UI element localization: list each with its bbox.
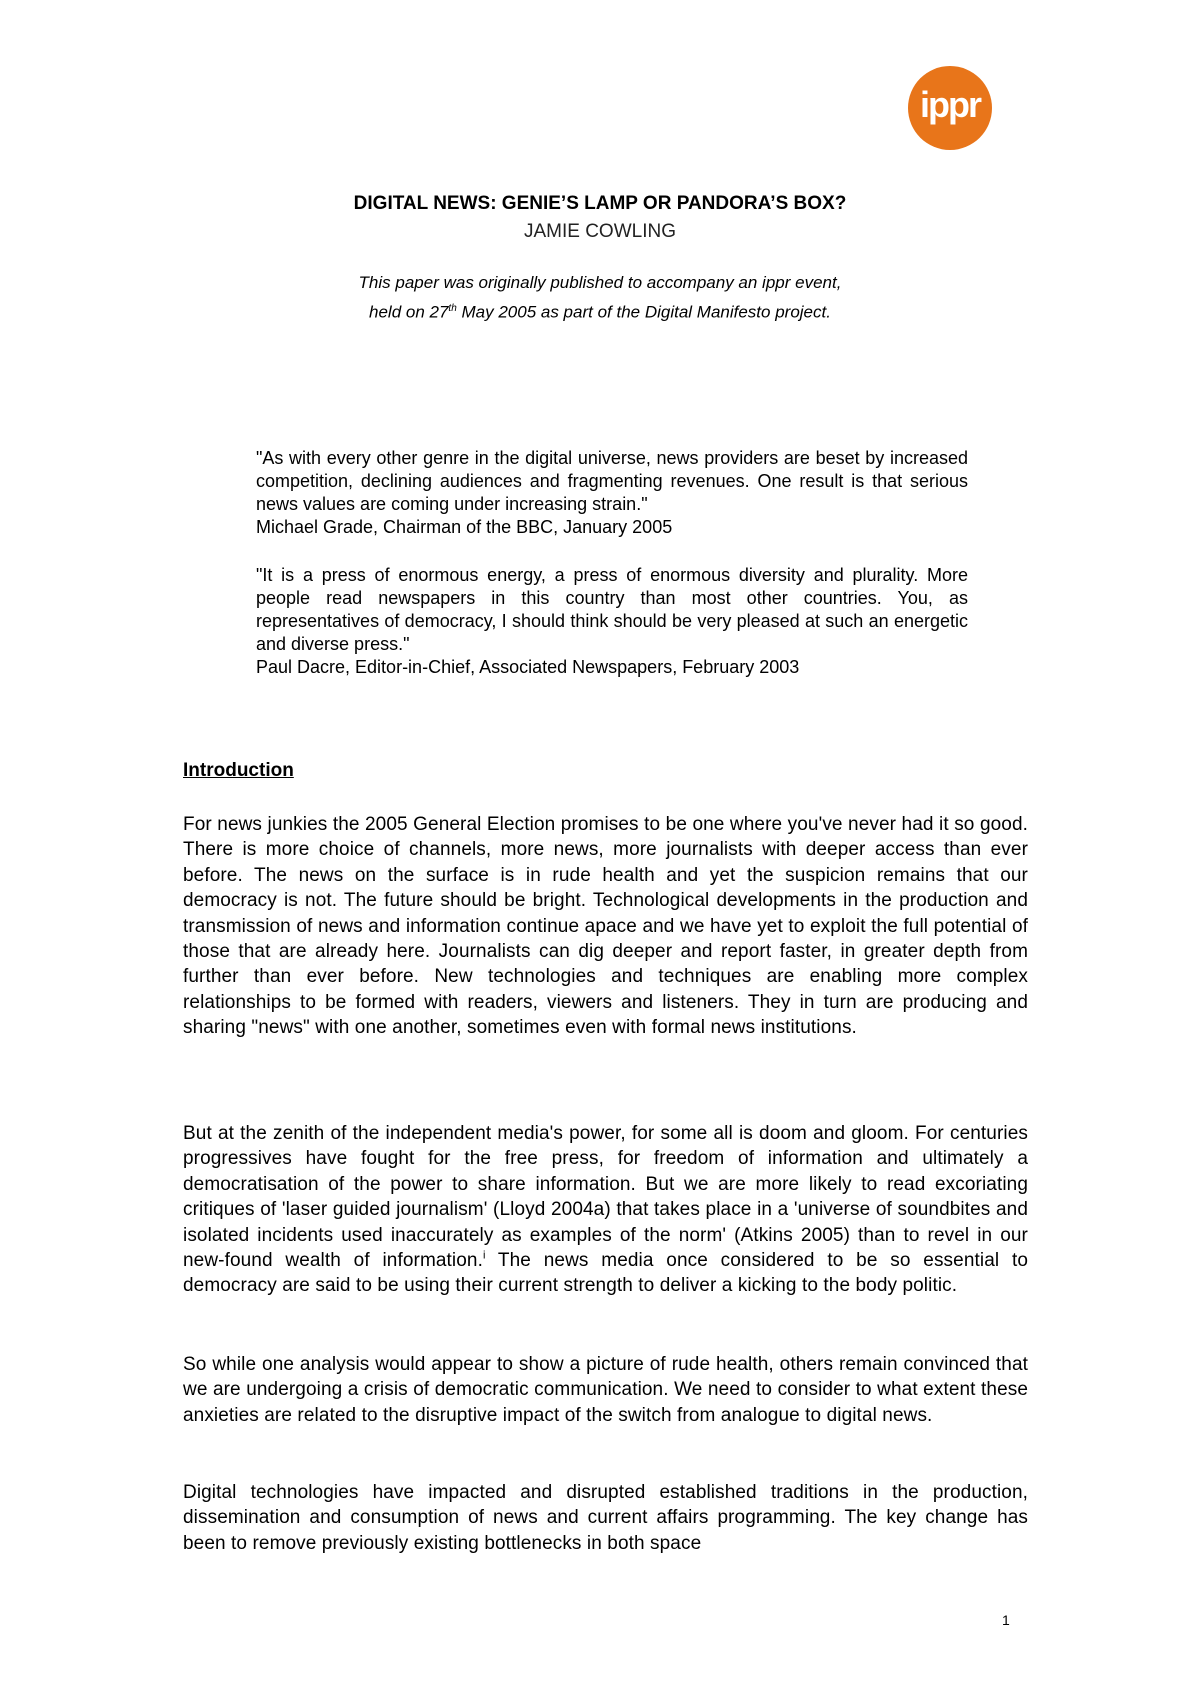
paper-title: DIGITAL NEWS: GENIE’S LAMP OR PANDORA’S BOX? xyxy=(353,193,847,214)
quote-attribution: Michael Grade, Chairman of the BBC, January 2005 xyxy=(256,517,673,537)
ippr-logo xyxy=(908,66,992,150)
publication-note xyxy=(180,270,1020,326)
epigraph-quote xyxy=(256,564,968,679)
quote-text: "As with every other genre in the digital universe, news providers are beset by increased competition, declining audiences and fragmenting revenues. One result is that serious news values are coming under increasing strain." xyxy=(256,448,968,514)
body-paragraph: So while one analysis would appear to show a picture of rude health, others remain convinced that we are undergoing a crisis of democratic communication. We need to consider to what extent these anxieties are related to the disruptive impact of the switch from analogue to digital news. xyxy=(183,1354,1028,1426)
epigraph-quote xyxy=(256,447,968,539)
body-paragraph: Digital technologies have impacted and disrupted established traditions in the production, dissemination and consumption of news and current affairs programming. The key change has been to remove previously existing bottlenecks in both space xyxy=(183,1482,1028,1554)
footnote-marker[interactable]: i xyxy=(482,1249,486,1262)
quote-text: "It is a press of enormous energy, a press of enormous diversity and plurality. More people read newspapers in this country than most other countries. You, as representatives of democracy, I should think should be very pleased at such an energetic and diverse press." xyxy=(256,565,968,654)
body-paragraph: For news junkies the 2005 General Election promises to be one where you've never had it so good. There is more choice of channels, more news, more journalists with deeper access than ever before. The news on the surface is in rude health and yet the suspicion remains that our democracy is not. The future should be bright. Technological developments in the production and transmission of news and information continue apace and we have yet to exploit the full potential of those that are already here. Journalists can dig deeper and report faster, in greater depth from further than ever before. New technologies and techniques are enabling more complex relationships to be formed with readers, viewers and listeners. They in turn are producing and sharing "news" with one another, sometimes even with formal news institutions. xyxy=(183,814,1028,1039)
quote-attribution: Paul Dacre, Editor-in-Chief, Associated Newspapers, February 2003 xyxy=(256,657,800,677)
paper-author: JAMIE COWLING xyxy=(523,221,676,242)
section-heading: Introduction xyxy=(183,760,294,781)
page-number: 1 xyxy=(1002,1612,1010,1628)
body-paragraph: But at the zenith of the independent media's power, for some all is doom and gloom. For centuries progressives have fought for the free press, for freedom of information and ultimately a democratisation of the power to share information. But we are more likely to read excoriating critiques of 'laser guided journalism' (Lloyd 2004a) that takes place in a 'universe of soundbites and isolated incidents used inaccurately as examples of the norm' (Atkins 2005) than to revel in our new-found wealth of information.$^i$ The news media once considered to be so essential to democracy are said to be using their current strength to deliver a kicking to the body politic. xyxy=(183,1123,1028,1297)
logo-text: ippr xyxy=(920,84,980,125)
publication-note-line1: This paper was originally published to accompany an ippr event, xyxy=(358,273,842,292)
publication-note-line2: held on 27th May 2005 as part of the Digital Manifesto project. xyxy=(369,302,831,322)
